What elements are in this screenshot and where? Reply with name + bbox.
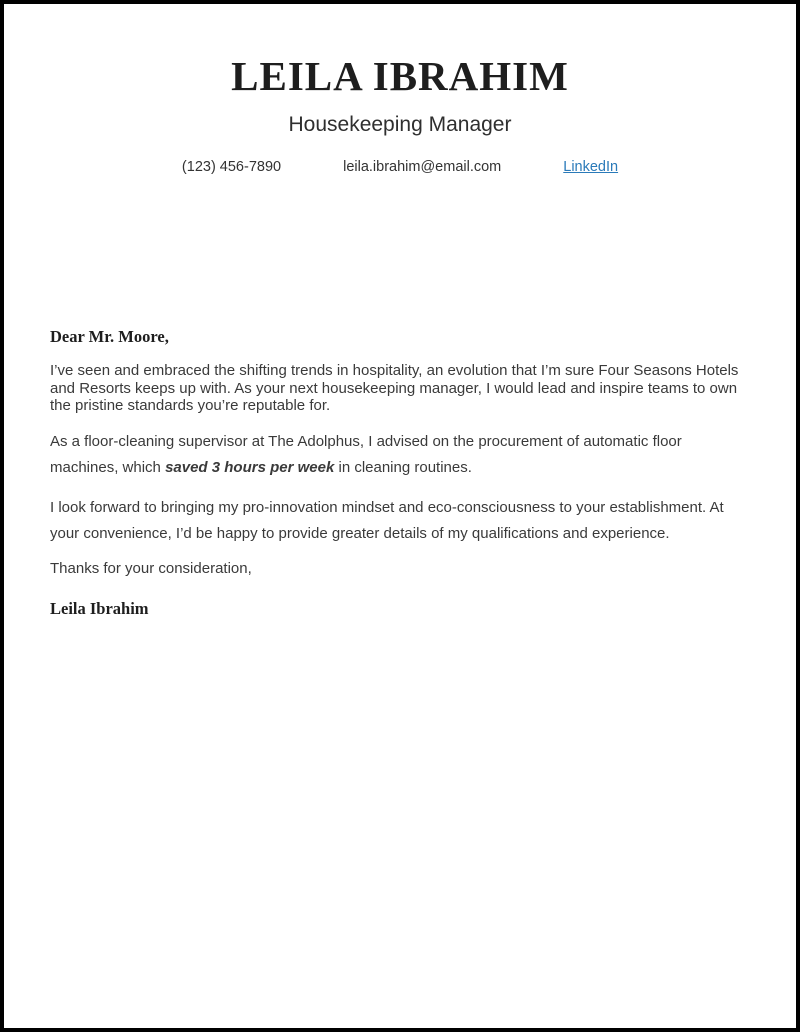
letter-header (4, 4, 796, 175)
letter-body (4, 327, 796, 619)
paragraph-2 (50, 429, 750, 481)
email-address: leila.ibrahim@email.com (343, 159, 502, 176)
closing-line: Thanks for your consideration, (50, 560, 252, 578)
applicant-name: LEILA IBRAHIM (231, 53, 569, 99)
paragraph-2-before: As a floor-cleaning supervisor at The Adolphus, I advised on the procurement of automatic floor machines, which (50, 433, 682, 476)
phone-number: (123) 456-7890 (181, 159, 282, 176)
linkedin-link[interactable]: LinkedIn (563, 159, 619, 176)
job-title: Housekeeping Manager (288, 113, 512, 137)
paragraph-1: I’ve seen and embraced the shifting trends in hospitality, an evolution that I’m sure Four Seasons Hotels and Resorts keeps up with. As your next housekeeping manager, I would lead and inspire teams to own the pristine standards you’re reputable for. (50, 362, 739, 415)
signature: Leila Ibrahim (50, 599, 149, 619)
greeting: Dear Mr. Moore, (50, 327, 169, 347)
paragraph-2-after: in cleaning routines. (334, 458, 472, 476)
contact-row (4, 159, 796, 175)
paragraph-3: I look forward to bringing my pro-innovation mindset and eco-consciousness to your establishment. At your convenience, I’d be happy to provide greater details of my qualifications and experience. (50, 498, 724, 542)
bold-highlight: saved 3 hours per week (165, 458, 335, 476)
